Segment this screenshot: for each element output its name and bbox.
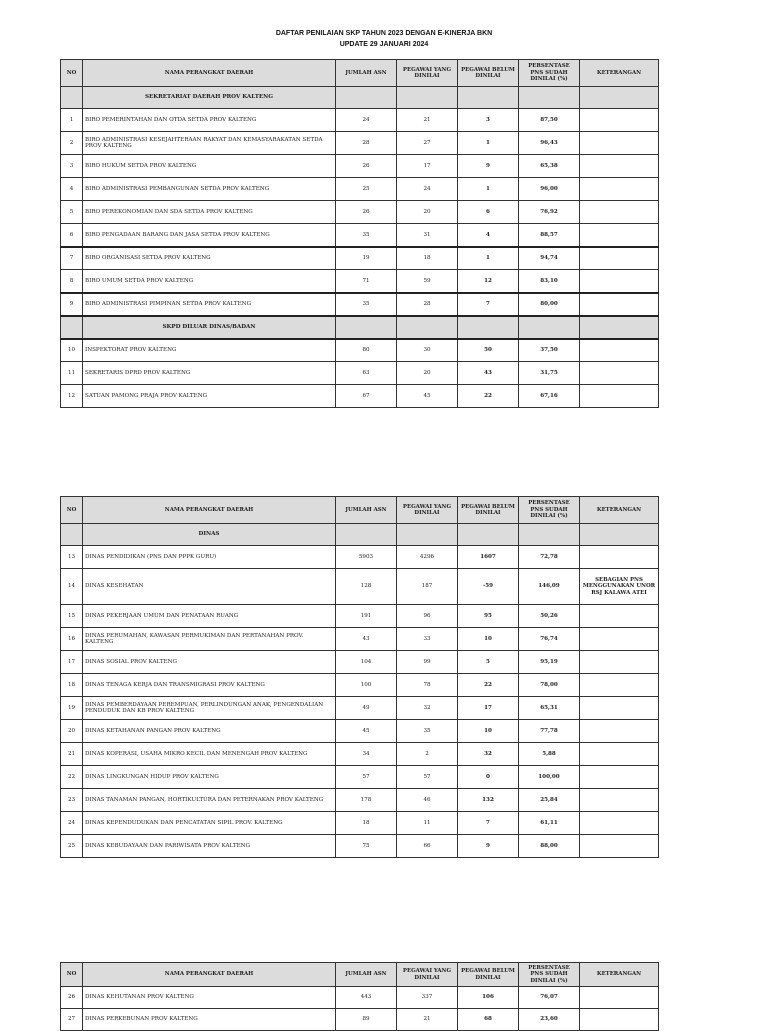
cell-no: 13 xyxy=(61,546,83,569)
cell-dinilai: 59 xyxy=(397,270,458,293)
cell-ket xyxy=(580,132,659,155)
cell-ket xyxy=(580,178,659,201)
cell-ket xyxy=(580,605,659,628)
cell-no: 5 xyxy=(61,201,83,224)
cell-dinilai: 96 xyxy=(397,605,458,628)
cell-jumlah: 80 xyxy=(336,339,397,362)
cell-belum: 22 xyxy=(458,385,519,408)
cell-no: 6 xyxy=(61,224,83,247)
cell-persen: 25,84 xyxy=(519,789,580,812)
table-row xyxy=(61,789,659,812)
cell-ket xyxy=(580,270,659,293)
table-row xyxy=(61,720,659,743)
cell-ket xyxy=(580,743,659,766)
cell-jumlah: 128 xyxy=(336,569,397,605)
section-label: SKPD DILUAR DINAS/BADAN xyxy=(83,316,336,339)
cell-belum: 50 xyxy=(458,339,519,362)
table-row xyxy=(61,697,659,720)
table-row xyxy=(61,293,659,316)
table-part-2 xyxy=(60,496,659,858)
cell-jumlah: 28 xyxy=(336,132,397,155)
cell-nama: DINAS SOSIAL PROV KALTENG xyxy=(83,651,336,674)
cell-nama: DINAS KEHUTANAN PROV KALTENG xyxy=(83,987,336,1009)
cell-ket xyxy=(580,339,659,362)
table-row xyxy=(61,812,659,835)
cell-persen: 61,11 xyxy=(519,812,580,835)
cell-dinilai: 66 xyxy=(397,835,458,858)
cell-belum: 22 xyxy=(458,674,519,697)
table-row xyxy=(61,201,659,224)
cell-no: 11 xyxy=(61,362,83,385)
cell-belum: 106 xyxy=(458,987,519,1009)
table-row xyxy=(61,569,659,605)
cell-jumlah: 49 xyxy=(336,697,397,720)
cell-nama: BIRO UMUM SETDA PROV KALTENG xyxy=(83,270,336,293)
cell-belum: 95 xyxy=(458,605,519,628)
cell-nama: SEKRETARIS DPRD PROV KALTENG xyxy=(83,362,336,385)
cell-ket xyxy=(580,201,659,224)
cell-jumlah: 24 xyxy=(336,109,397,132)
cell-ket xyxy=(580,835,659,858)
header-belum: PEGAWAI BELUM DINILAI xyxy=(458,60,519,87)
cell-belum: -59 xyxy=(458,569,519,605)
cell-persen: 67,16 xyxy=(519,385,580,408)
cell-dinilai: 4296 xyxy=(397,546,458,569)
header-nama: NAMA PERANGKAT DAERAH xyxy=(83,60,336,87)
table-row xyxy=(61,605,659,628)
cell-belum: 43 xyxy=(458,362,519,385)
header-jumlah: JUMLAH ASN xyxy=(336,60,397,87)
cell-persen: 83,10 xyxy=(519,270,580,293)
cell-dinilai: 21 xyxy=(397,1009,458,1031)
cell-dinilai: 35 xyxy=(397,720,458,743)
header-no: NO xyxy=(61,497,83,524)
cell-ket xyxy=(580,766,659,789)
cell-nama: DINAS TANAMAN PANGAN, HORTIKULTURA DAN PETERNAKAN PROV KALTENG xyxy=(83,789,336,812)
header-jumlah: JUMLAH ASN xyxy=(336,963,397,987)
section-label: SEKRETARIAT DAERAH PROV KALTENG xyxy=(83,87,336,109)
cell-nama: DINAS PEMBERDAYAAN PEREMPUAN, PERLINDUNGAN ANAK, PENGENDALIAN PENDUDUK DAN KB PROV KALTENG xyxy=(83,697,336,720)
page-title: DAFTAR PENILAIAN SKP TAHUN 2023 DENGAN E-KINERJA BKN xyxy=(275,30,493,37)
cell-ket xyxy=(580,546,659,569)
cell-persen: 5,88 xyxy=(519,743,580,766)
cell-nama: BIRO PEREKONOMIAN DAN SDA SETDA PROV KALTENG xyxy=(83,201,336,224)
cell-dinilai: 30 xyxy=(397,339,458,362)
cell-persen: 65,38 xyxy=(519,155,580,178)
cell-persen: 96,00 xyxy=(519,178,580,201)
cell-nama: DINAS KEBUDAYAAN DAN PARIWISATA PROV KALTENG xyxy=(83,835,336,858)
cell-dinilai: 57 xyxy=(397,766,458,789)
cell-dinilai: 11 xyxy=(397,812,458,835)
cell-belum: 10 xyxy=(458,628,519,651)
cell-persen: 76,74 xyxy=(519,628,580,651)
header-persen: PERSENTASE PNS SUDAH DINILAI (%) xyxy=(519,60,580,87)
table-row xyxy=(61,628,659,651)
cell-jumlah: 34 xyxy=(336,743,397,766)
table-row xyxy=(61,835,659,858)
cell-ket xyxy=(580,109,659,132)
section-row xyxy=(61,87,659,109)
cell-ket xyxy=(580,385,659,408)
cell-no: 12 xyxy=(61,385,83,408)
header-persen: PERSENTASE PNS SUDAH DINILAI (%) xyxy=(519,963,580,987)
cell-persen: 23,60 xyxy=(519,1009,580,1031)
cell-ket xyxy=(580,987,659,1009)
cell-nama: BIRO ORGANISASI SETDA PROV KALTENG xyxy=(83,247,336,270)
cell-persen: 96,43 xyxy=(519,132,580,155)
cell-ket xyxy=(580,247,659,270)
cell-nama: BIRO PEMERINTAHAN DAN OTDA SETDA PROV KALTENG xyxy=(83,109,336,132)
cell-belum: 12 xyxy=(458,270,519,293)
header-no: NO xyxy=(61,60,83,87)
page-subtitle: UPDATE 29 JANUARI 2024 xyxy=(339,41,429,48)
header-jumlah: JUMLAH ASN xyxy=(336,497,397,524)
cell-nama: BIRO ADMINISTRASI PEMBANGUNAN SETDA PROV KALTENG xyxy=(83,178,336,201)
header-no: NO xyxy=(61,963,83,987)
cell-jumlah: 18 xyxy=(336,812,397,835)
cell-jumlah: 443 xyxy=(336,987,397,1009)
cell-no: 8 xyxy=(61,270,83,293)
cell-jumlah: 45 xyxy=(336,720,397,743)
cell-belum: 4 xyxy=(458,224,519,247)
cell-persen: 100,00 xyxy=(519,766,580,789)
cell-jumlah: 63 xyxy=(336,362,397,385)
cell-nama: INSPEKTORAT PROV KALTENG xyxy=(83,339,336,362)
section-row xyxy=(61,524,659,546)
cell-jumlah: 104 xyxy=(336,651,397,674)
cell-nama: DINAS PENDIDIKAN (PNS DAN PPPK GURU) xyxy=(83,546,336,569)
cell-nama: DINAS LINGKUNGAN HIDUP PROV KALTENG xyxy=(83,766,336,789)
cell-no: 17 xyxy=(61,651,83,674)
cell-belum: 68 xyxy=(458,1009,519,1031)
table-row xyxy=(61,224,659,247)
cell-dinilai: 78 xyxy=(397,674,458,697)
cell-nama: DINAS PERKEBUNAN PROV KALTENG xyxy=(83,1009,336,1031)
cell-jumlah: 26 xyxy=(336,201,397,224)
cell-belum: 7 xyxy=(458,293,519,316)
header-persen: PERSENTASE PNS SUDAH DINILAI (%) xyxy=(519,497,580,524)
cell-nama: DINAS PEKERJAAN UMUM DAN PENATAAN RUANG xyxy=(83,605,336,628)
cell-nama: DINAS PERUMAHAN, KAWASAN PERMUKIMAN DAN PERTANAHAN PROV. KALTENG xyxy=(83,628,336,651)
cell-jumlah: 178 xyxy=(336,789,397,812)
cell-no: 1 xyxy=(61,109,83,132)
cell-ket xyxy=(580,362,659,385)
cell-ket xyxy=(580,674,659,697)
cell-persen: 50,26 xyxy=(519,605,580,628)
cell-no: 23 xyxy=(61,789,83,812)
header-ket: KETERANGAN xyxy=(580,60,659,87)
cell-dinilai: 18 xyxy=(397,247,458,270)
cell-persen: 94,74 xyxy=(519,247,580,270)
cell-jumlah: 67 xyxy=(336,385,397,408)
cell-persen: 76,92 xyxy=(519,201,580,224)
cell-nama: SATUAN PAMONG PRAJA PROV KALTENG xyxy=(83,385,336,408)
table-row xyxy=(61,339,659,362)
table-part-3 xyxy=(60,962,659,1031)
cell-ket xyxy=(580,1009,659,1031)
cell-nama: DINAS KEPENDUDUKAN DAN PENCATATAN SIPIL PROV. KALTENG xyxy=(83,812,336,835)
header-belum: PEGAWAI BELUM DINILAI xyxy=(458,963,519,987)
cell-no: 24 xyxy=(61,812,83,835)
cell-nama: BIRO HUKUM SETDA PROV KALTENG xyxy=(83,155,336,178)
section-label: DINAS xyxy=(83,524,336,546)
cell-persen: 65,31 xyxy=(519,697,580,720)
cell-belum: 0 xyxy=(458,766,519,789)
cell-persen: 87,50 xyxy=(519,109,580,132)
cell-dinilai: 20 xyxy=(397,201,458,224)
cell-dinilai: 2 xyxy=(397,743,458,766)
cell-belum: 9 xyxy=(458,155,519,178)
table-row xyxy=(61,362,659,385)
cell-ket xyxy=(580,789,659,812)
cell-belum: 6 xyxy=(458,201,519,224)
header-dinilai: PEGAWAI YANG DINILAI xyxy=(397,60,458,87)
cell-ket xyxy=(580,293,659,316)
cell-dinilai: 28 xyxy=(397,293,458,316)
cell-no: 9 xyxy=(61,293,83,316)
cell-no: 10 xyxy=(61,339,83,362)
cell-nama: DINAS KETAHANAN PANGAN PROV KALTENG xyxy=(83,720,336,743)
cell-dinilai: 17 xyxy=(397,155,458,178)
cell-belum: 7 xyxy=(458,812,519,835)
table-part-1 xyxy=(60,59,659,408)
cell-jumlah: 43 xyxy=(336,628,397,651)
cell-no: 15 xyxy=(61,605,83,628)
cell-persen: 88,00 xyxy=(519,835,580,858)
cell-nama: DINAS KOPERASI, USAHA MIKRO KECIL DAN MENENGAH PROV KALTENG xyxy=(83,743,336,766)
cell-dinilai: 45 xyxy=(397,385,458,408)
cell-jumlah: 26 xyxy=(336,155,397,178)
cell-persen: 37,50 xyxy=(519,339,580,362)
cell-no: 14 xyxy=(61,569,83,605)
cell-jumlah: 5903 xyxy=(336,546,397,569)
cell-belum: 3 xyxy=(458,109,519,132)
cell-jumlah: 19 xyxy=(336,247,397,270)
cell-jumlah: 89 xyxy=(336,1009,397,1031)
header-dinilai: PEGAWAI YANG DINILAI xyxy=(397,963,458,987)
cell-persen: 95,19 xyxy=(519,651,580,674)
section-row xyxy=(61,316,659,339)
table-row xyxy=(61,743,659,766)
cell-no: 7 xyxy=(61,247,83,270)
table-row xyxy=(61,766,659,789)
cell-belum: 1 xyxy=(458,247,519,270)
cell-ket xyxy=(580,697,659,720)
table-row xyxy=(61,385,659,408)
table-row xyxy=(61,546,659,569)
cell-no: 26 xyxy=(61,987,83,1009)
cell-persen: 76,07 xyxy=(519,987,580,1009)
table-row xyxy=(61,987,659,1009)
cell-jumlah: 75 xyxy=(336,835,397,858)
cell-nama: BIRO ADMINISTRASI PIMPINAN SETDA PROV KALTENG xyxy=(83,293,336,316)
cell-ket xyxy=(580,155,659,178)
cell-dinilai: 20 xyxy=(397,362,458,385)
cell-persen: 146,09 xyxy=(519,569,580,605)
cell-belum: 10 xyxy=(458,720,519,743)
cell-nama: DINAS KESEHATAN xyxy=(83,569,336,605)
cell-persen: 31,75 xyxy=(519,362,580,385)
cell-dinilai: 46 xyxy=(397,789,458,812)
cell-no: 27 xyxy=(61,1009,83,1031)
table-row xyxy=(61,155,659,178)
cell-belum: 132 xyxy=(458,789,519,812)
cell-no: 22 xyxy=(61,766,83,789)
cell-no: 25 xyxy=(61,835,83,858)
cell-jumlah: 100 xyxy=(336,674,397,697)
table-row xyxy=(61,109,659,132)
cell-dinilai: 187 xyxy=(397,569,458,605)
cell-belum: 5 xyxy=(458,651,519,674)
cell-dinilai: 33 xyxy=(397,628,458,651)
header-nama: NAMA PERANGKAT DAERAH xyxy=(83,497,336,524)
cell-belum: 9 xyxy=(458,835,519,858)
cell-dinilai: 27 xyxy=(397,132,458,155)
header-ket: KETERANGAN xyxy=(580,497,659,524)
cell-jumlah: 191 xyxy=(336,605,397,628)
cell-dinilai: 21 xyxy=(397,109,458,132)
cell-no: 3 xyxy=(61,155,83,178)
cell-persen: 80,00 xyxy=(519,293,580,316)
table-row xyxy=(61,178,659,201)
cell-dinilai: 99 xyxy=(397,651,458,674)
table-row xyxy=(61,674,659,697)
table-row xyxy=(61,247,659,270)
cell-belum: 1 xyxy=(458,178,519,201)
cell-nama: BIRO ADMINISTRASI KESEJAHTERAAN RAKYAT DAN KEMASYARAKATAN SETDA PROV KALTENG xyxy=(83,132,336,155)
cell-no: 20 xyxy=(61,720,83,743)
cell-jumlah: 71 xyxy=(336,270,397,293)
table-row xyxy=(61,1009,659,1031)
header-nama: NAMA PERANGKAT DAERAH xyxy=(83,963,336,987)
cell-jumlah: 35 xyxy=(336,224,397,247)
cell-dinilai: 32 xyxy=(397,697,458,720)
header-belum: PEGAWAI BELUM DINILAI xyxy=(458,497,519,524)
cell-jumlah: 57 xyxy=(336,766,397,789)
table-row xyxy=(61,132,659,155)
cell-no: 2 xyxy=(61,132,83,155)
cell-ket xyxy=(580,224,659,247)
cell-persen: 77,78 xyxy=(519,720,580,743)
cell-persen: 78,00 xyxy=(519,674,580,697)
table-row xyxy=(61,270,659,293)
cell-nama: BIRO PENGADAAN BARANG DAN JASA SETDA PROV KALTENG xyxy=(83,224,336,247)
cell-dinilai: 337 xyxy=(397,987,458,1009)
cell-no: 21 xyxy=(61,743,83,766)
cell-jumlah: 35 xyxy=(336,293,397,316)
cell-belum: 1607 xyxy=(458,546,519,569)
cell-jumlah: 25 xyxy=(336,178,397,201)
cell-nama: DINAS TENAGA KERJA DAN TRANSMIGRASI PROV KALTENG xyxy=(83,674,336,697)
cell-ket: SEBAGIAN PNS MENGGUNAKAN UNOR RSJ KALAWA ATEI xyxy=(580,569,659,605)
cell-belum: 17 xyxy=(458,697,519,720)
cell-no: 18 xyxy=(61,674,83,697)
cell-dinilai: 31 xyxy=(397,224,458,247)
cell-belum: 1 xyxy=(458,132,519,155)
table-row xyxy=(61,651,659,674)
cell-ket xyxy=(580,651,659,674)
cell-belum: 32 xyxy=(458,743,519,766)
cell-persen: 72,78 xyxy=(519,546,580,569)
cell-no: 16 xyxy=(61,628,83,651)
cell-no: 4 xyxy=(61,178,83,201)
header-dinilai: PEGAWAI YANG DINILAI xyxy=(397,497,458,524)
cell-persen: 88,57 xyxy=(519,224,580,247)
header-ket: KETERANGAN xyxy=(580,963,659,987)
cell-ket xyxy=(580,628,659,651)
cell-ket xyxy=(580,812,659,835)
cell-ket xyxy=(580,720,659,743)
cell-no: 19 xyxy=(61,697,83,720)
cell-dinilai: 24 xyxy=(397,178,458,201)
